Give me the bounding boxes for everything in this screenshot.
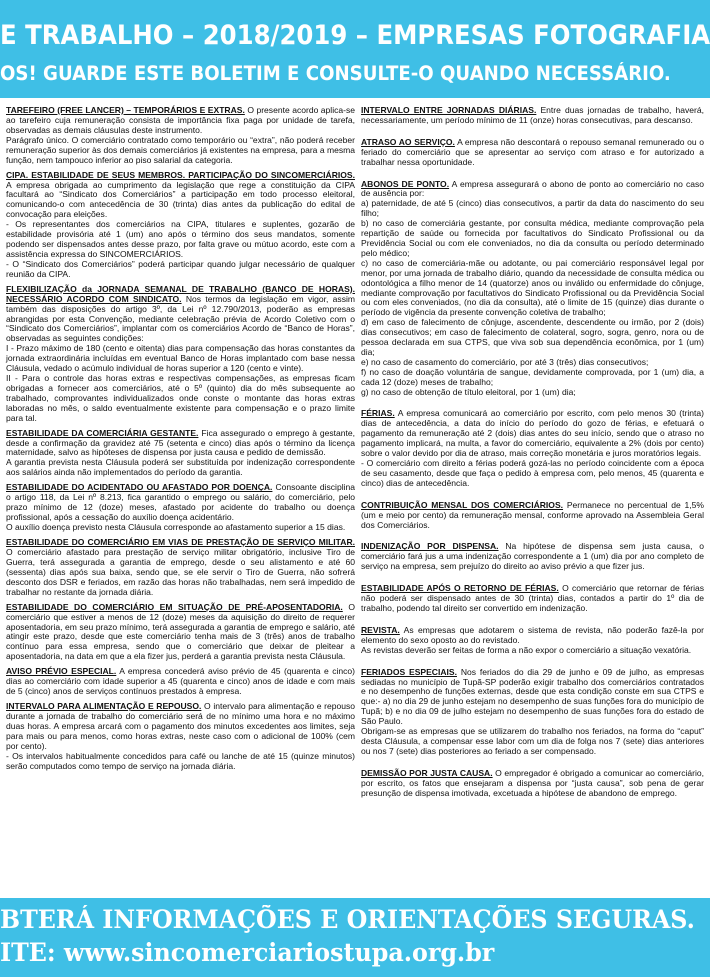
- clause-text: - O comerciário com direito a férias poderá gozá-las no período coincidente com a época de seu casamento, desde que faça o pedido à empresa com, pelo menos, 45 (quarenta e cinco) dias de antecedência.: [361, 458, 704, 488]
- clause-section: [6, 285, 355, 424]
- clause-paragraph: [361, 368, 704, 388]
- clause-paragraph: [361, 409, 704, 459]
- clause-text: O intervalo para alimentação e repouso durante a jornada de trabalho do comerciário será de no mínimo uma hora e no máximo duas horas. A empresa arcará com o pagamento dos minutos excedentes aos limites, seja para mais ou para menos, como horas extras, neste caso com o adicional de 100% (cem por cento).: [6, 701, 355, 751]
- clause-paragraph: [361, 199, 704, 219]
- clause-title: ESTABILIDADE DO COMERCIÁRIO EM VIAS DE PRESTAÇÃO DE SERVIÇO MILITAR.: [6, 537, 355, 548]
- clause-paragraph: [361, 259, 704, 318]
- clause-text: I - Prazo máximo de 180 (cento e oitenta) dias para compensação das horas constantes da jornada extraordinária incluídas em eventual Banco de Horas implantado com base nessa Cláusula, vedado o acúmulo individual de horas superior a 120 (cento e vinte).: [6, 343, 355, 374]
- clause-text: Permanece no percentual de 1,5% (um e meio por cento) da remuneração mensal, conforme aprovado na Assembleia Geral dos Comerciários.: [361, 499, 704, 530]
- clause-text: Nos termos da legislação em vigor, assim também das disposições do artigo 3º, da Lei nº 12.790/2013, poderão as empresas abrangidas por esta Convenção, mediante celebração prévia de Acordo Coletivo com o “Sindicato dos Comerciários”, implantar com os comerciários Acordo de “Banco de Horas”, observadas as seguintes condições:: [6, 293, 355, 344]
- clause-paragraph: [361, 626, 704, 646]
- clause-paragraph: [361, 668, 704, 727]
- clause-section: [361, 542, 704, 572]
- header-title: E TRABALHO – 2018/2019 – EMPRESAS FOTOGRAFIA: [0, 20, 710, 51]
- clause-text: II - Para o controle das horas extras e respectivas compensações, as empresas ficam obrigadas a fornecer aos comerciários, até o 5º (quinto) dia do mês subsequente ao trabalhado, comprovantes individualizados onde conste o montante das horas extras laboradas no mês, o saldo eventualmente existente para compensação e o prazo limite para tal.: [6, 372, 355, 423]
- clause-paragraph: [6, 374, 355, 424]
- clause-paragraph: [6, 171, 355, 221]
- clause-section: [6, 702, 355, 771]
- clause-paragraph: [6, 538, 355, 597]
- clause-text: Nos feriados do dia 29 de junho e 09 de julho, as empresas sediadas no município de Tupã-SP poderão exigir trabalho dos comerciários contratados e no desempenho de funções externas, desde que esta condição conste em sua CTPS e que:- a) no dia 29 de junho estejam no desempenho de suas funções fora do município de Tupã; b) e no dia 09 de julho estejam no desempenho de suas funções fora do estado de São Paulo.: [361, 666, 704, 727]
- clause-paragraph: [361, 459, 704, 489]
- clause-paragraph: [6, 136, 355, 166]
- clause-text: e) no caso de casamento do comerciário, por até 3 (três) dias consecutivos;: [361, 356, 649, 367]
- clause-text: O comerciário afastado para prestação de serviço militar obrigatório, inclusive Tiro de Guerra, terá assegurada a garantia de emprego, desde o seu alistamento e até 60 (sessenta) dias após sua baixa, sendo que, se ele servir o Tiro de Guerra, não sofrerá desconto dos DSR e feriados, em razão das horas não trabalhadas, nem será impedido de trabalhar no restante da jornada diária.: [6, 547, 355, 597]
- clause-title: TAREFEIRO (FREE LANCER) – TEMPORÁRIOS E EXTRAS.: [6, 105, 245, 115]
- clause-title: INDENIZAÇÃO POR DISPENSA.: [361, 541, 499, 552]
- clause-paragraph: [6, 483, 355, 523]
- clause-text: O presente acordo aplica-se ao tarefeiro cuja remuneração consista de importância fixa paga por unidade de tarefa, observadas as demais cláusulas deste instrumento.: [6, 105, 356, 135]
- clause-paragraph: [6, 260, 355, 280]
- clause-title: CIPA. ESTABILIDADE DE SEUS MEMBROS. PARTICIPAÇÃO DO SINCOMERCIÁRIOS.: [6, 169, 355, 180]
- clause-section: [6, 603, 355, 662]
- clause-title: INTERVALO ENTRE JORNADAS DIÁRIAS.: [361, 105, 537, 115]
- clause-text: Fica assegurado o emprego à gestante, desde a confirmação da gravidez até 75 (setenta e cinco) dias após o término da licença maternidade, salvo as hipóteses de dispensa por justa causa e pedido de demissão.: [6, 427, 355, 458]
- clause-title: REVISTA.: [361, 624, 400, 635]
- clause-title: FERIADOS ESPECIAIS.: [361, 666, 457, 677]
- clause-text: - Os representantes dos comerciários na CIPA, titulares e suplentes, gozarão de estabilidade provisória até 1 (um) ano após o término dos seus mandatos, somente podendo ser dispensados antes desse prazo, por falta grave ou mútuo acordo, este com a assistência expressa do SINCOMERCIÁRIOS.: [6, 219, 355, 259]
- clause-paragraph: [6, 523, 355, 533]
- clause-text: A empresa não descontará o repouso semanal remunerado ou o feriado do comerciário que se apresentar ao serviço com atraso e for autorizado a trabalhar nessa oportunidade.: [361, 136, 704, 167]
- clause-text: c) no caso de comerciária-mãe ou adotante, ou pai comerciário responsável legal por menor, por uma jornada de trabalho diário, quando da necessidade de consulta médica ou odontológica a filho menor de 14 (quatorze) anos ou inválido ou enfermidade do cônjuge, mediante comprovação por facultativos do Sindicato Profissional ou da Previdência Social ou com eles conveniados, (no dia da consulta), até o limite de 15 (quinze) dias durante o período de vigência da presente convenção coletiva de trabalho;: [361, 257, 704, 318]
- clause-section: [6, 483, 355, 533]
- clause-paragraph: [6, 344, 355, 374]
- clause-text: f) no caso de doação voluntária de sangue, devidamente comprovada, por 1 (um) dia, a cada 12 (doze) meses de trabalho;: [361, 366, 704, 387]
- bulletin-sheet: [0, 98, 710, 898]
- clause-text: d) em caso de falecimento de cônjuge, ascendente, descendente ou irmão, por 2 (dois) dias consecutivos; em caso de falecimento de colateral, sogro, sogra, genro, nora ou de pessoa declarada em sua CTPS, que viva sob sua dependência econômica, por 1 (um) dia;: [361, 317, 704, 357]
- clause-section: [361, 584, 704, 614]
- clause-title: ESTABILIDADE DO ACIDENTADO OU AFASTADO POR DOENÇA.: [6, 482, 273, 493]
- clause-section: [361, 409, 704, 488]
- clause-section: [6, 171, 355, 280]
- clause-section: [361, 626, 704, 656]
- clause-section: [6, 667, 355, 697]
- clause-text: b) no caso de comerciária gestante, por consulta médica, mediante comprovação pela repartição de saúde ou fornecida por facultativos do Sindicato Profissional ou da Previdência Social ou com ele conveniados, no dia da consulta ou período determinado pelo médico;: [361, 218, 704, 258]
- clause-title: ESTABILIDADE DA COMERCIÁRIA GESTANTE.: [6, 427, 199, 438]
- clause-paragraph: [6, 220, 355, 260]
- clause-text: As empresas que adotarem o sistema de revista, não poderão fazê-la por elemento do sexo oposto ao do revistado.: [361, 624, 704, 645]
- clause-paragraph: [361, 180, 704, 200]
- clause-text: Parágrafo único. O comerciário contratado como temporário ou “extra”, não poderá receber remuneração superior às dos demais comerciários já existentes na empresa, para a mesma função, nem tampouco inferior ao piso salarial da categoria.: [6, 134, 355, 165]
- clause-text: O empregador é obrigado a comunicar ao comerciário, por escrito, os fatos que ensejaram a dispensa por “justa causa”, sob pena de gerar presunção de dispensa imotivada, excetuada a hipótese de abandono de emprego.: [361, 767, 705, 798]
- clause-section: [361, 180, 704, 398]
- clause-paragraph: [361, 542, 704, 572]
- clause-section: [361, 668, 704, 757]
- clause-text: Consoante disciplina o artigo 118, da Lei nº 8.213, fica garantido o emprego ou salário, do comerciário, pelo prazo mínimo de 12 (doze) meses, afastado por acidente do trabalho ou doença profissional, após a cessação do auxílio doença acidentário.: [6, 482, 356, 523]
- clause-paragraph: [361, 138, 704, 168]
- clause-paragraph: [6, 285, 355, 344]
- clause-paragraph: [6, 667, 355, 697]
- clause-section: [361, 769, 704, 799]
- footer-message: BTERÁ INFORMAÇÕES E ORIENTAÇÕES SEGURAS.: [0, 905, 695, 934]
- clause-text: a) paternidade, de até 5 (cinco) dias consecutivos, a partir da data do nascimento do seu filho;: [361, 198, 704, 219]
- clause-paragraph: [361, 318, 704, 358]
- clause-paragraph: [361, 501, 704, 531]
- clause-text: A empresa concederá aviso prévio de 45 (quarenta e cinco) dias ao comerciário com idade superior a 45 (quarenta e cinco) anos de idade e com mais de 5 (cinco) anos de serviços contínuos prestados à empresa.: [6, 666, 355, 697]
- left-column: [6, 106, 355, 777]
- clause-paragraph: [6, 702, 355, 752]
- clause-title: FÉRIAS.: [361, 408, 395, 419]
- clause-paragraph: [6, 603, 355, 662]
- clause-section: [6, 538, 355, 597]
- clause-section: [361, 138, 704, 168]
- clause-title: ESTABILIDADE DO COMERCIÁRIO EM SITUAÇÃO DE PRÉ-APOSENTADORIA.: [6, 601, 343, 612]
- right-column: [361, 106, 704, 810]
- clause-paragraph: [6, 106, 355, 136]
- clause-title: FLEXIBILIZAÇÃO da JORNADA SEMANAL DE TRABALHO (BANCO DE HORAS). NECESSÁRIO ACORDO COM SINDICATO.: [6, 283, 355, 304]
- clause-text: A garantia prevista nesta Cláusula poderá ser substituída por indenização correspondente aos salários ainda não implementados do período da garantia.: [6, 457, 355, 478]
- clause-title: ESTABILIDADE APÓS O RETORNO DE FÉRIAS.: [361, 583, 559, 594]
- clause-text: Entre duas jornadas de trabalho, haverá, necessariamente, um período mínimo de 11 (onze) horas consecutivas, para descanso.: [361, 105, 704, 125]
- clause-paragraph: [361, 106, 704, 126]
- clause-text: Na hipótese de dispensa sem justa causa, o comerciário fará jus a uma indenização correspondente a 1 (um) dia por ano completo de serviço na empresa, sem prejuízo do direito ao aviso prévio a que fizer jus.: [361, 541, 705, 572]
- clause-text: Obrigam-se as empresas que se utilizarem do trabalho nos feriados, na forma do “caput” desta Cláusula, a compensar esse labor com um dia de folga nos 7 (sete) dias anteriores ou nos 7 (sete) dias posteriores ao feriado a ser compensado.: [361, 726, 704, 756]
- clause-section: [6, 106, 355, 165]
- clause-paragraph: [361, 584, 704, 614]
- clause-paragraph: [6, 429, 355, 459]
- clause-section: [361, 106, 704, 126]
- clause-text: A empresa comunicará ao comerciário por escrito, com pelo menos 30 (trinta) dias de antecedência, a data do início do período do gozo de férias, e efetuará o pagamento da remuneração até 2 (dois) dias antes do seu início, sendo que o atraso no pagamento implicará, na multa, a favor do comerciário, equivalente a 2% (dois por cento) sobre o valor devido por dia de atraso, mais correção monetária e juros moratórios legais.: [361, 408, 704, 459]
- footer-website: ITE: www.sincomerciariostupa.org.br: [0, 938, 495, 967]
- clause-text: - Os intervalos habitualmente concedidos para café ou lanche de até 15 (quinze minutos) serão computados como tempo de serviço na jornada diária.: [6, 750, 355, 771]
- clause-text: As revistas deverão ser feitas de forma a não expor o comerciário a situação vexatória.: [361, 644, 692, 655]
- header-subtitle: OS! GUARDE ESTE BOLETIM E CONSULTE-O QUANDO NECESSÁRIO.: [0, 62, 671, 85]
- clause-title: AVISO PRÉVIO ESPECIAL.: [6, 666, 117, 677]
- clause-title: CONTRIBUIÇÃO MENSAL DOS COMERCIÁRIOS.: [361, 499, 564, 510]
- clause-text: - O “Sindicato dos Comerciários” poderá participar quando julgar necessário de qualquer reunião da CIPA.: [6, 258, 355, 279]
- clause-paragraph: [361, 388, 704, 398]
- clause-paragraph: [361, 769, 704, 799]
- clause-paragraph: [361, 727, 704, 757]
- clause-title: DEMISSÃO POR JUSTA CAUSA.: [361, 767, 493, 778]
- clause-title: INTERVALO PARA ALIMENTAÇÃO E REPOUSO.: [6, 701, 202, 712]
- clause-paragraph: [6, 458, 355, 478]
- clause-paragraph: [361, 646, 704, 656]
- clause-title: ABONOS DE PONTO.: [361, 178, 450, 189]
- clause-text: g) no caso de obtenção de título eleitoral, por 1 (um) dia;: [361, 386, 576, 397]
- clause-text: O comerciário que estiver a menos de 12 (doze) meses da aquisição do direito de requerer aposentadoria, em seu prazo mínimo, terá assegurada a garantia de emprego e salário, até atingir este prazo, desde que este comerciário tenha mais de 3 (três) anos de trabalho contínuo para essa empresa, sendo que o comerciário que deixar de pleitear a aposentadoria, na data em que a ela fizer jus, perderá a garantia prevista nesta Cláusula.: [6, 601, 355, 662]
- clause-section: [6, 429, 355, 479]
- clause-text: O auxílio doença previsto nesta Cláusula corresponde ao afastamento superior a 15 dias.: [6, 522, 346, 532]
- clause-text: A empresa assegurará o abono de ponto ao comerciário no caso de ausência por:: [361, 178, 705, 199]
- clause-text: O comerciário que retornar de férias não poderá ser dispensado antes de 30 (trinta) dias, contados a partir do 1º dia de trabalho, podendo tal direito ser convertido em indenização.: [361, 583, 705, 613]
- clause-paragraph: [361, 219, 704, 259]
- clause-text: A empresa obrigada ao cumprimento da legislação que rege a constituição da CIPA facultará ao “Sindicato dos Comerciários” a participação em todo processo eleitoral, comunicando-o com antecedência de 30 (trinta) dias antes da publicação do edital de convocação para eleições.: [6, 179, 355, 220]
- clause-section: [361, 501, 704, 531]
- clause-paragraph: [6, 752, 355, 772]
- clause-title: ATRASO AO SERVIÇO.: [361, 136, 455, 147]
